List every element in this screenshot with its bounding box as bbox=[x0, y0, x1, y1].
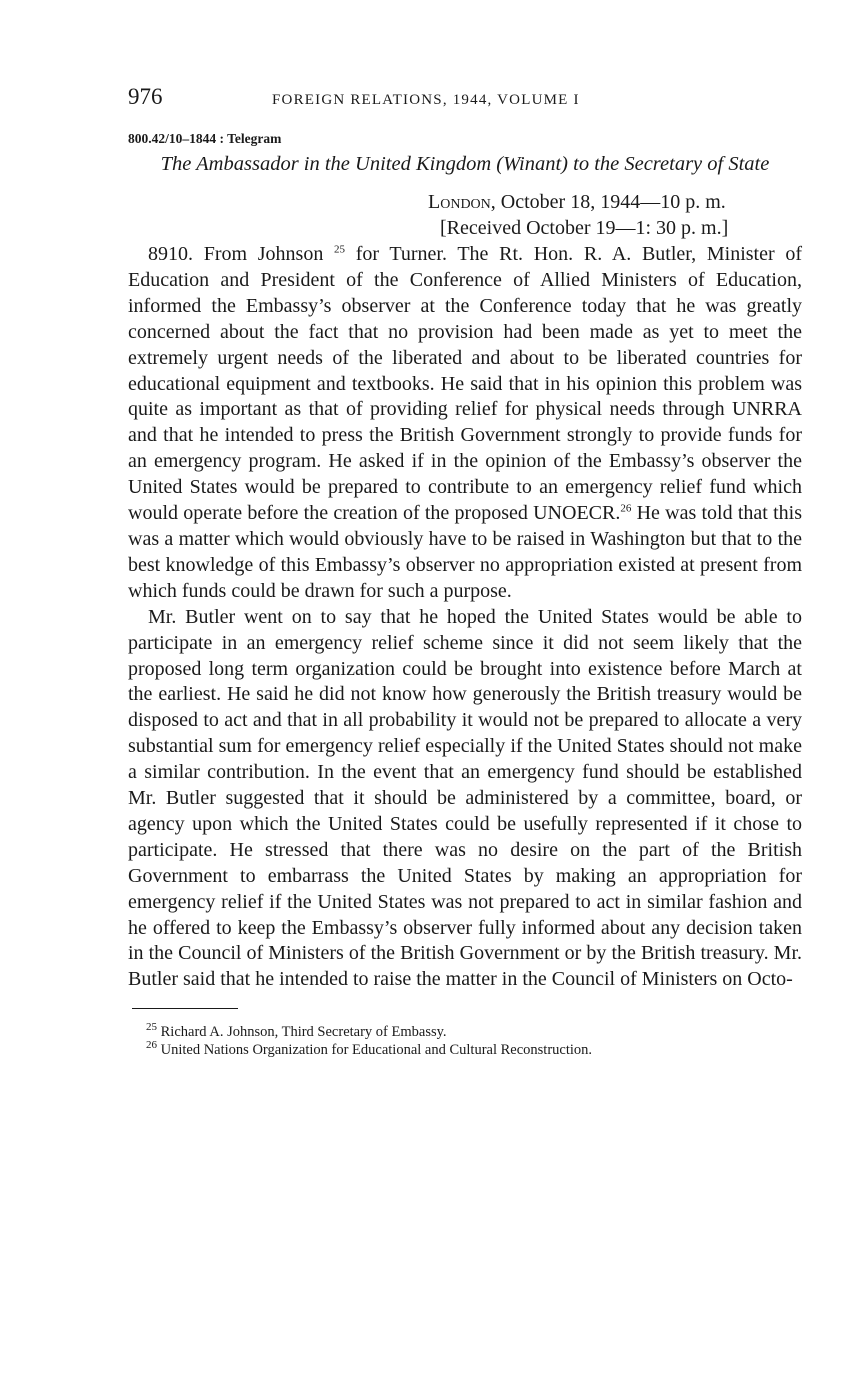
dateline bbox=[128, 189, 802, 241]
paragraph-1 bbox=[128, 242, 802, 605]
footnote-divider bbox=[132, 1008, 238, 1009]
running-title: FOREIGN RELATIONS, 1944, VOLUME I bbox=[272, 92, 580, 108]
footnote-number: 25 bbox=[146, 1021, 157, 1034]
footnote-number: 26 bbox=[146, 1039, 157, 1052]
dateline-place: London bbox=[428, 191, 491, 213]
footnote-ref-25: 25 bbox=[334, 243, 346, 256]
footnote-25 bbox=[146, 1023, 802, 1041]
footnote-text: United Nations Organization for Educational and Cultural Reconstruction. bbox=[157, 1042, 593, 1059]
running-head bbox=[128, 84, 802, 118]
document-title: The Ambassador in the United Kingdom (Winant) to the Secretary of State bbox=[160, 153, 770, 175]
footnote-ref-26: 26 bbox=[620, 502, 632, 515]
dateline-received: [Received October 19—1: 30 p. m.] bbox=[440, 217, 729, 239]
paragraph-1-part-1: 8910. From Johnson bbox=[148, 243, 335, 265]
dateline-date: , October 18, 1944—10 p. m. bbox=[490, 191, 726, 213]
footnote-26 bbox=[146, 1041, 802, 1059]
dateline-sent bbox=[428, 189, 802, 215]
document-page bbox=[128, 84, 802, 1059]
footnotes bbox=[128, 1023, 802, 1059]
paragraph-1-part-3: He was told that this was a matter which would obviously have to be raised in Washington but that to the best knowledge of this Embassy’s observer no appropriation existed at present from which funds could be drawn for such a purpose. bbox=[128, 502, 802, 602]
paragraph-2: Mr. Butler went on to say that he hoped the United States would be able to participate in an emergency relief scheme since it did not seem likely that the proposed long term organization could be brought into existence before March at the earliest. He said he did not know how generously the British treasury would be disposed to act and that in all probability it would not be prepared to allocate a very substantial sum for emergency relief especially if the United States should not make a similar contribution. In the event that an emergency fund should be established Mr. Butler suggested that it should be administered by a committee, board, or agency upon which the United States could be usefully represented if it chose to participate. He stressed that there was no desire on the part of the British Government to embarrass the United States by making an appropriation for emergency relief if the United States was not prepared to act in similar fashion and he offered to keep the Embassy’s observer fully informed about any decision taken in the Council of Ministers of the British Government or by the British treasury. Mr. Butler said that he intended to raise the matter in the Council of Ministers on Octo- bbox=[128, 605, 802, 991]
page-number: 976 bbox=[128, 84, 163, 109]
telegram-body bbox=[128, 242, 802, 993]
paragraph-1-part-2: for Turner. The Rt. Hon. R. A. Butler, Minister of Education and President of the Conference of Allied Ministers of Education, informed the Embassy’s observer at the Conference today that he was greatly concerned about the fact that no provision had been made as yet to meet the extremely urgent needs of the liberated and about to be liberated countries for educational equipment and textbooks. He said that in his opinion this problem was quite as important as that of providing relief for physical needs through UNRRA and that he intended to press the British Government strongly to provide funds for an emergency program. He asked if in the opinion of the Embassy’s observer the United States would be prepared to contribute to an emergency relief fund which would operate before the creation of the proposed UNOECR. bbox=[128, 243, 802, 525]
document-reference: 800.42/10–1844 : Telegram bbox=[128, 131, 282, 146]
footnote-text: Richard A. Johnson, Third Secretary of Embassy. bbox=[157, 1024, 447, 1041]
